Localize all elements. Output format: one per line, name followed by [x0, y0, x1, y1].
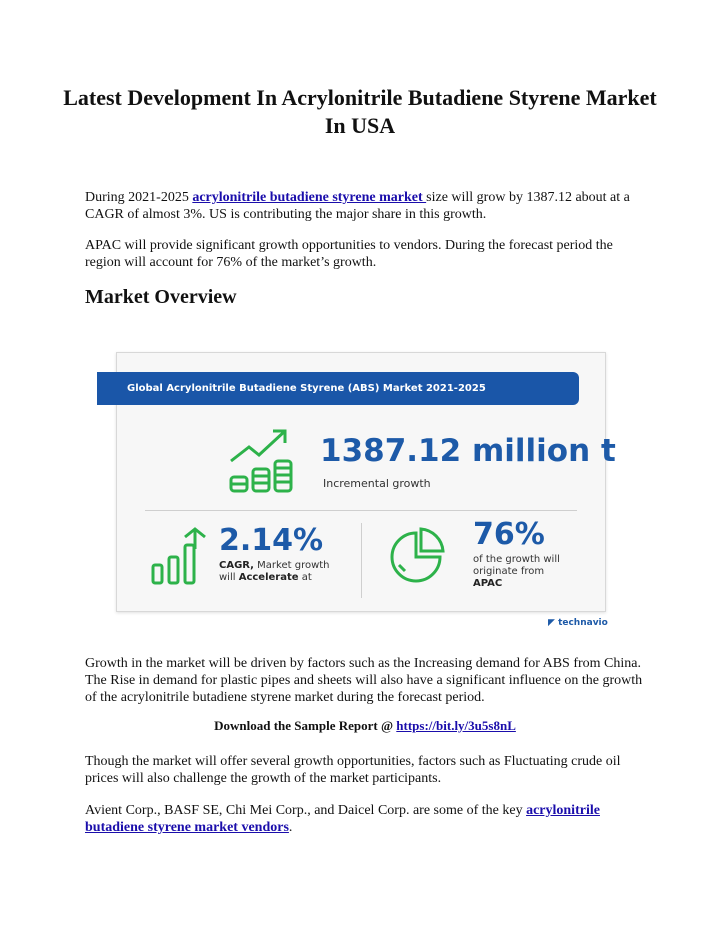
incremental-growth-label: Incremental growth [323, 477, 431, 490]
vendors-text-after: . [288, 820, 293, 835]
cagr-accelerate-label: Accelerate [238, 572, 299, 583]
intro-text-after: size will grow by 1387.12 about at a CAGR of almost 3%. US is contributing the major share in this growth. [85, 190, 630, 222]
pie-chart-icon [385, 525, 447, 587]
cagr-description [219, 560, 349, 584]
cagr-value: 2.14% [219, 523, 324, 558]
abs-market-link[interactable]: acrylonitrile butadiene styrene market [192, 190, 427, 205]
coins-growth-icon [227, 425, 302, 495]
apac-region-label: APAC [473, 578, 503, 589]
infographic-banner: Global Acrylonitrile Butadiene Styrene (ABS) Market 2021-2025 [97, 372, 579, 405]
technavio-brand-text: technavio [558, 618, 608, 628]
horizontal-divider [145, 510, 577, 511]
cagr-mid-text: Market growth will [219, 560, 330, 583]
market-vendors-link[interactable]: acrylonitrile butadiene styrene market vendors [85, 803, 600, 835]
download-label: Download the Sample Report @ [214, 718, 397, 733]
bar-chart-growth-icon [149, 525, 211, 587]
market-overview-heading: Market Overview [85, 286, 237, 308]
cagr-end-text: at [298, 572, 312, 583]
apac-share-description [473, 554, 593, 590]
vendors-paragraph [85, 802, 645, 836]
page-title: Latest Development In Acrylonitrile Butadiene Styrene Market In USA [63, 85, 657, 138]
cagr-bold-label: CAGR, [219, 560, 254, 571]
apac-share-text: of the growth will originate from [473, 554, 560, 577]
apac-share-value: 76% [473, 517, 545, 552]
technavio-logo-mark: ◤ [548, 618, 555, 628]
apac-paragraph: APAC will provide significant growth opportunities to vendors. During the forecast period the region will account for 76% of the market’s growth. [85, 238, 613, 270]
incremental-growth-value: 1387.12 million t [320, 433, 616, 469]
vertical-divider [361, 523, 362, 598]
market-infographic [116, 352, 616, 612]
vendors-text-before: Avient Corp., BASF SE, Chi Mei Corp., and Daicel Corp. are some of the key [85, 803, 527, 818]
challenge-paragraph: Though the market will offer several growth opportunities, factors such as Fluctuating crude oil prices will also challenge the growth of the market participants. [85, 754, 621, 786]
intro-text-before: During 2021-2025 [85, 190, 193, 205]
sample-report-link[interactable]: https://bit.ly/3u5s8nL [396, 718, 516, 733]
intro-paragraph [85, 189, 645, 223]
download-line [85, 718, 645, 734]
technavio-logo [548, 618, 608, 628]
growth-paragraph: Growth in the market will be driven by factors such as the Increasing demand for ABS from China. The Rise in demand for plastic pipes and sheets will also have a significant influence on the growth of the acrylonitrile butadiene styrene market during the forecast period. [85, 656, 643, 705]
